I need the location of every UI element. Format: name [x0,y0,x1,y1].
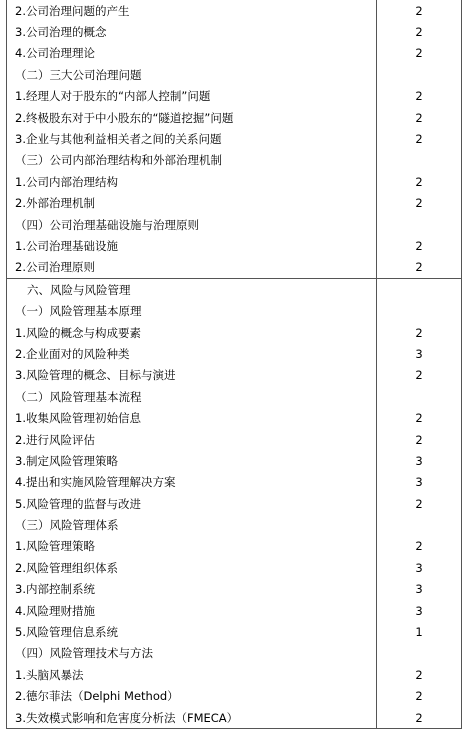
table-row [7,686,462,707]
row-level-cell [377,64,462,85]
row-level-cell [377,279,462,301]
row-level-cell: 2 [377,193,462,214]
row-level-cell: 2 [377,86,462,107]
table-row [7,0,462,21]
table-row [7,21,462,42]
row-level-cell: 2 [377,21,462,42]
table-row [7,235,462,256]
row-level-cell: 2 [377,429,462,450]
row-topic-cell: 1.经理人对于股东的“内部人控制”问题 [7,86,377,107]
row-topic-cell: 2.进行风险评估 [7,429,377,450]
table-row [7,257,462,279]
table-row [7,557,462,578]
table-row [7,322,462,343]
row-level-cell: 2 [377,686,462,707]
table-row [7,193,462,214]
table-row [7,579,462,600]
table-row [7,514,462,535]
row-level-cell: 2 [377,407,462,428]
row-topic-cell: 3.内部控制系统 [7,579,377,600]
row-topic-cell: 2.外部治理机制 [7,193,377,214]
row-level-cell [377,643,462,664]
row-level-cell: 2 [377,707,462,729]
row-topic-cell: （四）风险管理技术与方法 [7,643,377,664]
row-topic-cell: 1.收集风险管理初始信息 [7,407,377,428]
row-level-cell: 2 [377,43,462,64]
table-row [7,107,462,128]
row-topic-cell: （三）公司内部治理结构和外部治理机制 [7,150,377,171]
table-row [7,429,462,450]
table-row [7,214,462,235]
row-topic-cell: 3.制定风险管理策略 [7,450,377,471]
row-topic-cell: 2.公司治理原则 [7,257,377,279]
row-topic-cell: （二）风险管理基本流程 [7,386,377,407]
row-topic-cell: 3.风险管理的概念、目标与演进 [7,365,377,386]
table-row [7,664,462,685]
row-topic-cell: 3.企业与其他利益相关者之间的关系问题 [7,128,377,149]
row-topic-cell: 六、风险与风险管理 [7,279,377,301]
row-level-cell: 3 [377,472,462,493]
table-row [7,343,462,364]
row-level-cell [377,214,462,235]
table-row [7,472,462,493]
row-topic-cell: （一）风险管理基本原理 [7,300,377,321]
row-topic-cell: （二）三大公司治理问题 [7,64,377,85]
table-row [7,43,462,64]
row-topic-cell: 2.企业面对的风险种类 [7,343,377,364]
row-level-cell: 2 [377,128,462,149]
row-topic-cell: 5.风险管理的监督与改进 [7,493,377,514]
row-level-cell: 3 [377,557,462,578]
table-row [7,128,462,149]
table-row [7,450,462,471]
table-row [7,621,462,642]
row-level-cell: 1 [377,621,462,642]
row-topic-cell: 1.公司治理基础设施 [7,235,377,256]
row-level-cell [377,514,462,535]
row-level-cell: 2 [377,664,462,685]
row-topic-cell: 2.德尔菲法（Delphi Method） [7,686,377,707]
row-level-cell [377,150,462,171]
row-level-cell [377,386,462,407]
row-level-cell: 3 [377,343,462,364]
row-topic-cell: （四）公司治理基础设施与治理原则 [7,214,377,235]
row-level-cell: 2 [377,0,462,21]
table-row [7,407,462,428]
table-row [7,493,462,514]
row-topic-cell: 1.风险的概念与构成要素 [7,322,377,343]
row-level-cell: 2 [377,107,462,128]
table-row [7,64,462,85]
row-topic-cell: （三）风险管理体系 [7,514,377,535]
row-level-cell: 3 [377,579,462,600]
row-level-cell: 3 [377,600,462,621]
table-row [7,279,462,301]
row-topic-cell: 2.终极股东对于中小股东的“隧道挖掘”问题 [7,107,377,128]
row-level-cell: 2 [377,365,462,386]
row-topic-cell: 4.风险理财措施 [7,600,377,621]
table-row [7,171,462,192]
table-row [7,300,462,321]
row-level-cell: 2 [377,322,462,343]
table-row [7,365,462,386]
row-level-cell: 2 [377,536,462,557]
row-topic-cell: 3.公司治理的概念 [7,21,377,42]
row-topic-cell: 1.风险管理策略 [7,536,377,557]
row-topic-cell: 2.公司治理问题的产生 [7,0,377,21]
table-row [7,86,462,107]
table-row [7,150,462,171]
row-level-cell: 2 [377,171,462,192]
row-topic-cell: 4.公司治理理论 [7,43,377,64]
table-row [7,600,462,621]
syllabus-table-body [7,0,462,729]
row-level-cell [377,300,462,321]
row-topic-cell: 4.提出和实施风险管理解决方案 [7,472,377,493]
row-topic-cell: 1.头脑风暴法 [7,664,377,685]
row-topic-cell: 2.风险管理组织体系 [7,557,377,578]
table-row [7,386,462,407]
row-topic-cell: 3.失效模式影响和危害度分析法（FMECA） [7,707,377,729]
table-row [7,643,462,664]
row-topic-cell: 5.风险管理信息系统 [7,621,377,642]
row-topic-cell: 1.公司内部治理结构 [7,171,377,192]
table-row [7,707,462,729]
row-level-cell: 2 [377,235,462,256]
row-level-cell: 3 [377,450,462,471]
row-level-cell: 2 [377,493,462,514]
row-level-cell: 2 [377,257,462,279]
syllabus-table [6,0,462,729]
table-row [7,536,462,557]
